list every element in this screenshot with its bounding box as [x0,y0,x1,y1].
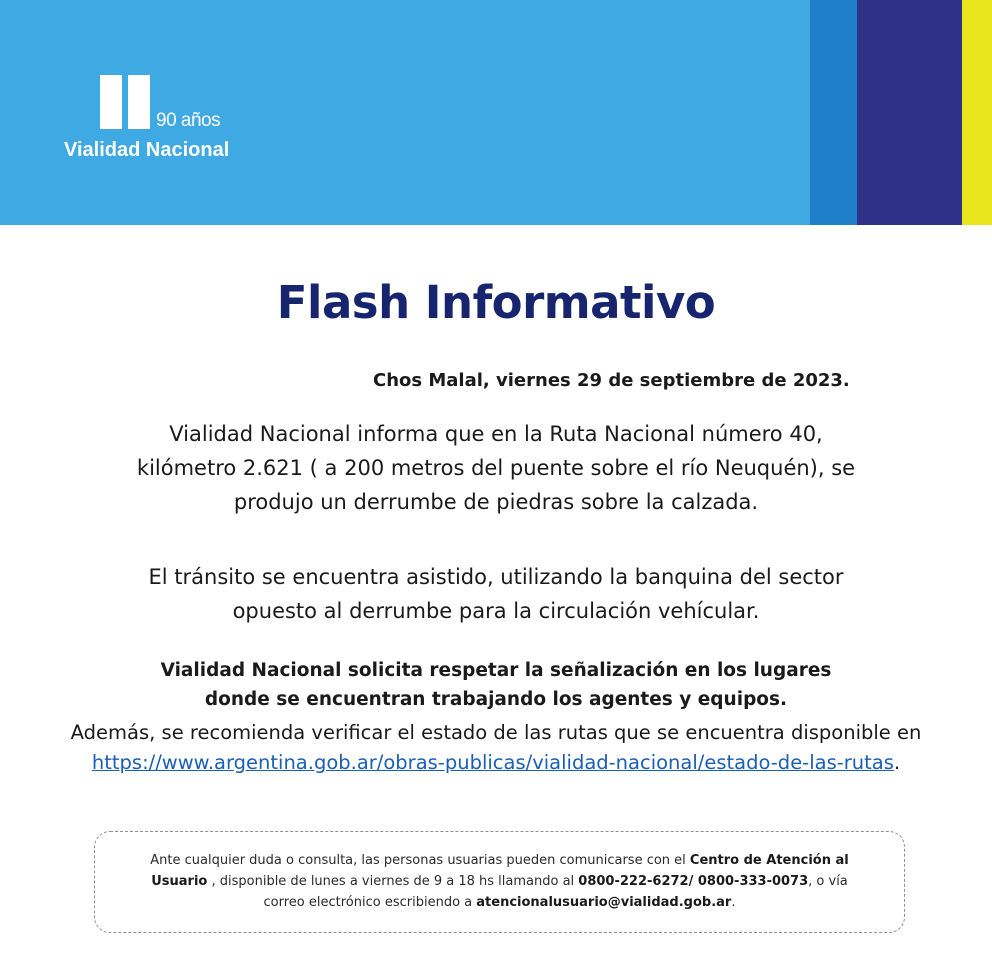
contact-line-2 [103,871,896,892]
contact-center-name-end: Usuario [151,874,208,889]
contact-availability: , disponible de lunes a viernes de 9 a 18 hs llamando al [211,874,575,889]
logo-bar-right [128,75,150,129]
paragraph-line: kilómetro 2.621 ( a 200 metros del puente sobre el río Neuquén), se [136,456,856,480]
contact-phones: 0800-222-6272/ 0800-333-0073 [578,874,809,889]
dateline: Chos Malal, viernes 29 de septiembre de 2023. [373,370,850,391]
contact-info-box [94,831,905,933]
signage-notice [0,656,992,714]
paragraph-traffic [0,560,992,628]
route-status-link[interactable]: https://www.argentina.gob.ar/obras-publicas/vialidad-nacional/estado-de-las-rutas [91,751,894,774]
document-title: Flash Informativo [276,276,716,329]
banner-stripe-navy [857,0,962,225]
contact-email-intro: correo electrónico escribiendo a [263,895,473,910]
paragraph-line: opuesto al derrumbe para la circulación vehícular. [232,599,760,623]
contact-line-3 [103,892,896,913]
recommend-text: Además, se recomienda verificar el estado de las rutas que se encuentra disponible en [70,721,922,744]
contact-intro: Ante cualquier duda o consulta, las personas usuarias pueden comunicarse con el [150,853,686,868]
banner-stripe-blue [810,0,857,225]
logo-name: Vialidad Nacional [64,139,230,161]
paragraph-line: Vialidad Nacional informa que en la Ruta Nacional número 40, [169,422,823,446]
contact-email-end: . [731,895,736,910]
paragraph-incident [0,417,992,519]
route-status-recommendation [0,718,992,778]
contact-or-via: , o vía [808,874,848,889]
logo-bar-left [100,75,122,129]
contact-line-1 [103,850,896,871]
contact-email[interactable]: atencionalusuario@vialidad.gob.ar [476,895,732,910]
notice-line: donde se encuentran trabajando los agentes y equipos. [204,689,788,710]
banner-stripe-yellow [962,0,992,225]
contact-center-name: Centro de Atención al [689,853,849,868]
paragraph-line: produjo un derrumbe de piedras sobre la calzada. [233,490,759,514]
recommend-link-line [0,748,992,778]
recommend-end: . [893,751,901,774]
notice-line: Vialidad Nacional solicita respetar la señalización en los lugares [160,660,832,681]
logo-years: 90 años [156,110,221,131]
header-banner [0,0,992,225]
paragraph-line: El tránsito se encuentra asistido, utilizando la banquina del sector [148,565,844,589]
